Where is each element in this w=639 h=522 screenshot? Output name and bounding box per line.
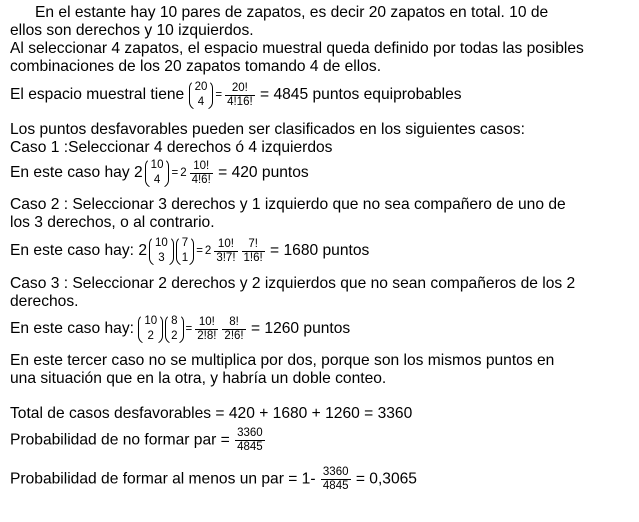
binom-bottom: 3 [158,252,165,264]
intro-line-1: En el estante hay 10 pares de zapatos, es decir 20 zapatos en total. 10 de [35,4,549,21]
sample-space-line [10,80,462,110]
binom-top: 7 [181,237,189,249]
note-line-1: En este tercer caso no se multiplica por dos, porque son los mismos puntos en [10,352,555,369]
fraction [222,316,245,343]
binom-bottom: 2 [147,330,154,342]
sample-space-formula [189,80,256,110]
prob-no-pair-fraction [235,427,265,454]
prob-pair-fraction [321,466,351,493]
fraction-numerator: 3360 [237,427,263,439]
prob-no-pair-prefix: Probabilidad de no formar par = [10,431,230,449]
fraction-numerator: 20! [225,82,255,96]
fraction-denominator: 1!6! [243,251,263,264]
case-3-formula-line [10,314,350,344]
binomial-10-2 [138,314,163,344]
fraction-denominator: 4845 [237,441,263,453]
coefficient: 2 [133,164,143,181]
fraction-numerator: 8! [222,316,245,330]
case-2-formula-line [10,236,369,266]
sample-space-prefix: El espacio muestral tiene [10,86,185,104]
binom-top: 10 [150,159,164,171]
case-2-result: = 1680 puntos [270,242,370,260]
case-3-formula [138,314,246,344]
fraction [225,82,255,109]
equals-sign: = [171,167,179,179]
binom-top: 20 [194,81,208,93]
binom-bottom: 4 [197,96,205,108]
fraction-denominator: 4845 [322,480,349,492]
binom-top: 10 [155,237,168,249]
binomial-8-2 [165,314,183,344]
binomial-7-1 [176,236,194,266]
case-3-prefix: En este caso hay: [10,320,134,338]
case-2-title-line-2: los 3 derechos, o al contrario. [10,214,215,231]
fraction-denominator: 2!6! [224,329,244,342]
binom-bottom: 4 [153,174,161,186]
sample-space-result: = 4845 puntos equiprobables [260,86,462,104]
coefficient: 2 [138,242,147,259]
equals-sign: = [185,323,193,335]
binom-bottom: 1 [181,252,189,264]
intro-line-4: combinaciones de los 20 zapatos tomando 4 de ellos. [10,58,382,75]
fraction [190,160,213,187]
case-1-title: Caso 1 :Seleccionar 4 derechos ó 4 izquierdos [10,139,333,156]
equals-sign: = [215,89,223,101]
fraction [242,238,265,265]
case-1-formula-line [10,158,309,188]
fraction-numerator: 10! [214,238,237,252]
binom-top: 8 [171,315,178,327]
fraction-numerator: 7! [242,238,265,252]
case-1-prefix: En este caso hay [10,164,130,182]
binomial-10-4 [145,158,170,188]
binom-bottom: 2 [171,330,178,342]
fraction-numerator: 10! [190,160,213,174]
fraction [214,238,237,265]
case-2-prefix: En este caso hay: [10,242,134,260]
case-2-title-line-1: Caso 2 : Seleccionar 3 derechos y 1 izquierdo que no sea compañero de uno de [10,196,566,213]
binomial-20-4 [189,80,214,110]
prob-pair-prefix: Probabilidad de formar al menos un par = 1- [10,470,316,488]
case-1-result: = 420 puntos [218,164,309,182]
case-1-formula [134,158,214,188]
intro-line-3: Al seleccionar 4 zapatos, el espacio muestral queda definido por todas las posibles [10,40,584,57]
prob-pair-result: = 0,3065 [355,470,417,488]
intro-line-2: ellos son derechos y 10 izquierdos. [10,22,254,39]
coefficient: 2 [204,245,212,257]
case-2-formula [138,236,265,266]
case-3-title-line-2: derechos. [10,293,79,310]
prob-no-pair-line [10,427,266,454]
binom-top: 10 [144,315,158,327]
case-3-title-line-1: Caso 3 : Seleccionar 2 derechos y 2 izquierdos que no sean compañeros de los 2 [10,275,576,292]
total-unfavorable: Total de casos desfavorables = 420 + 1680 + 1260 = 3360 [10,405,413,422]
note-line-2: una situación que en la otra, y habría un doble conteo. [10,370,387,387]
coefficient: 2 [180,167,187,179]
fraction-numerator: 3360 [322,466,349,478]
fraction [195,316,218,343]
prob-pair-line [10,466,417,493]
fraction-denominator: 2!8! [197,329,217,342]
unfavorable-intro: Los puntos desfavorables pueden ser clasificados en los siguientes casos: [10,121,525,138]
case-3-result: = 1260 puntos [250,320,351,338]
fraction-denominator: 4!16! [227,95,253,108]
fraction-denominator: 4!6! [191,173,211,186]
fraction-numerator: 10! [195,316,218,330]
fraction-denominator: 3!7! [216,251,236,264]
equals-sign: = [196,245,203,257]
binomial-10-3 [149,236,174,266]
